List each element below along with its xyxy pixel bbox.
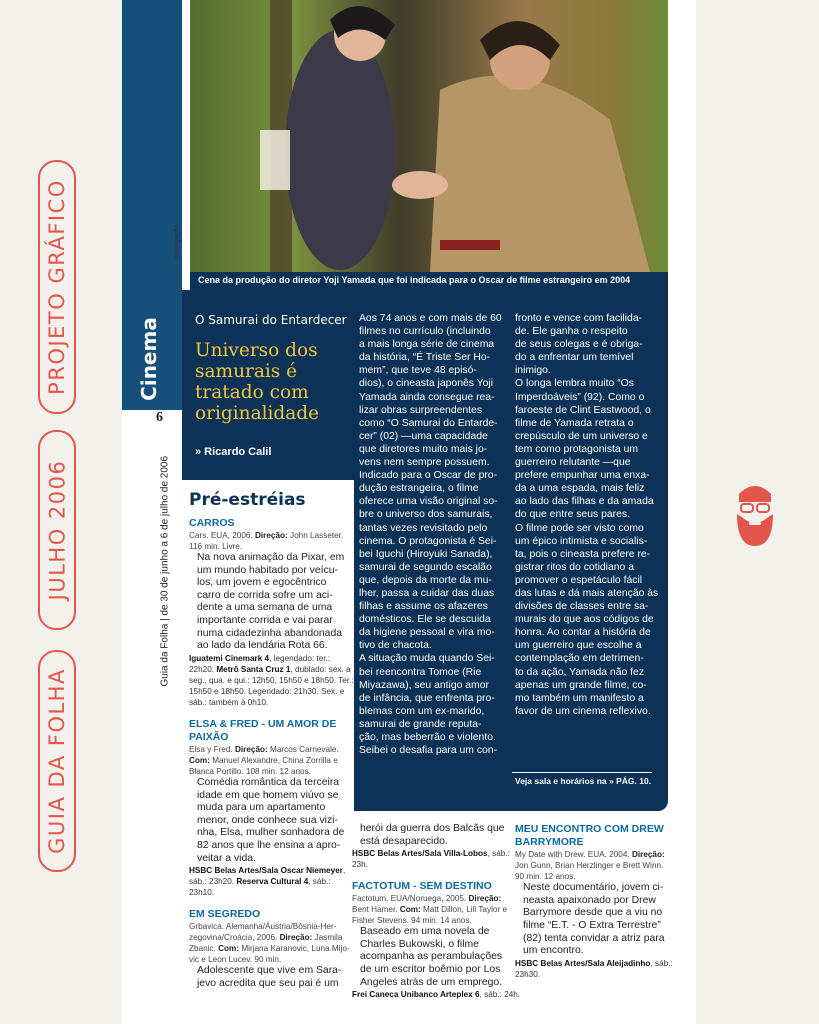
text-line: bei reencontra Tomoe (Rie	[359, 666, 482, 678]
preestreias-title: Pré-estréias	[189, 490, 306, 510]
text-line: dente a uma semana de uma	[197, 602, 333, 614]
text-line: Factotum. EUA/Noruega, 2005. Direção:	[352, 894, 502, 904]
text-line: tem como protagonista um	[515, 443, 639, 455]
text-line: contemplação em detrimen-	[515, 653, 644, 665]
bearded-man-logo-icon	[733, 480, 777, 548]
text-line: bre o universo dos samurais,	[359, 509, 493, 521]
text-line: HSBC Belas Artes/Sala Oscar Niemeyer,	[189, 866, 346, 876]
text-line: HSBC Belas Artes/Sala Aleijadinho, sáb.:	[515, 958, 673, 968]
listing-body	[352, 823, 520, 848]
text-line: de um escritor boêmio por Los	[360, 964, 501, 976]
listing-title: FACTOTUM - SEM DESTINO	[352, 880, 492, 893]
text-line: 82 anos que lhe ensina a apro-	[197, 840, 341, 851]
text-line: zegovina/Croácia, 2006. Direção: Jasmila	[189, 933, 343, 943]
text-line: herói da guerra dos Balcãs que	[360, 823, 505, 834]
page-reference: Veja sala e horários na » PÁG. 10.	[515, 776, 652, 786]
text-line: lher, passa a cuidar das duas	[359, 587, 495, 599]
text-line: idade em que homem viúvo se	[197, 789, 339, 801]
text-line: Miyazawa), seu antigo amor	[359, 679, 489, 691]
photo-caption: Cena da produção do diretor Yoji Yamada que foi indicada para o Oscar de filme estrangeiro em 2004	[190, 272, 668, 290]
text-line: a mais longa série de cinema	[359, 339, 495, 351]
text-line: Na nova animação da Pixar, em	[197, 552, 345, 564]
text-line: um épico intimista e socialis-	[515, 535, 648, 547]
text-line: Jon Gunn, Brian Herzlinger e Brett Winn.	[515, 861, 664, 871]
text-line: domésticos. Ele se descuida	[359, 614, 491, 626]
text-line: numa cidadezinha abandonada	[197, 627, 343, 639]
listing-title: EM SEGREDO	[189, 908, 261, 921]
text-line: A situação muda quando Sei-	[359, 653, 495, 665]
listing-meta	[189, 530, 349, 552]
text-line: los, um jovem e egocêntrico	[197, 577, 327, 589]
photo-credit: Divulgação	[173, 224, 181, 259]
text-line: ao lado da lendária Rota 66.	[197, 640, 328, 652]
article-byline: » Ricardo Calil	[195, 446, 272, 458]
text-line: sáb.: também à 0h10.	[189, 697, 269, 707]
text-line: Imperdoáveis” (92). Como o	[515, 391, 645, 403]
text-line: Seibei o desafia para um con-	[359, 745, 498, 757]
text-line: guerreiro relutante —que	[515, 457, 631, 469]
text-line: está desaparecido.	[360, 835, 448, 847]
text-line: (82) tenta convidar a atriz para	[523, 932, 665, 944]
text-line: gistrar ritos do cotidiano a	[515, 561, 634, 573]
text-line: nha, Elsa, mulher sonhadora de	[197, 827, 345, 839]
text-line: do a enfrentar um temível	[515, 352, 634, 364]
text-line: de. Ele ganha o respeito	[515, 326, 628, 338]
text-line: dução estrangeira, o filme	[359, 483, 479, 495]
listing-venue	[189, 653, 354, 708]
text-line: favor de um cinema reflexivo.	[515, 705, 651, 717]
text-line: fronto e vence com facilida-	[515, 313, 643, 324]
listing-column-left	[189, 517, 354, 990]
text-line: samurai de grande reputa-	[359, 718, 482, 730]
text-line: da a uma espada, mais feliz	[515, 483, 645, 495]
text-line: um guerreiro que escolhe a	[515, 640, 642, 652]
article-column-2	[515, 312, 658, 718]
article-kicker: O Samurai do Entardecer	[195, 313, 347, 327]
text-line: vens nem sempre possuem.	[359, 457, 490, 469]
text-line: murais do que aos códigos de	[515, 614, 654, 626]
text-line: mo também um manifesto a	[515, 692, 644, 704]
text-line: tantas vezes revisitado pelo	[359, 522, 488, 534]
listing-column-right	[515, 823, 673, 980]
text-line: Baseado em uma novela de	[360, 926, 490, 938]
text-line: 23h30.	[515, 969, 541, 979]
listing-venue	[189, 865, 349, 898]
label-julho-2006: JULHO 2006	[38, 430, 76, 630]
text-line: 90 min. 12 anos.	[515, 872, 576, 882]
text-line: filme de Yamada retrata o	[515, 417, 634, 429]
text-line: 116 min. Livre.	[189, 542, 243, 552]
article-column-1	[359, 312, 502, 757]
listing-meta	[515, 849, 673, 882]
text-line: apenas um grande filme, co-	[515, 679, 647, 691]
text-line: bei Iguchi (Hiroyuki Sanada),	[359, 548, 493, 560]
listing-body	[189, 965, 349, 990]
text-line: Fisher Stevens. 94 min. 14 anos.	[352, 916, 472, 926]
text-line: Adolescente que vive em Sara-	[197, 965, 342, 977]
text-line: das lutas e dá mais atenção às	[515, 587, 659, 599]
text-line: um mundo habitado por veícu-	[197, 564, 338, 576]
issue-sidebar: Guia da Folha | de 30 de junho a 6 de julho de 2006	[159, 455, 171, 687]
text-line: ção, mas beberrão e violento.	[359, 732, 496, 743]
text-line: Cars. EUA, 2006. Direção: John Lasseter.	[189, 531, 344, 541]
text-line: de infância, que enfrenta pro-	[359, 692, 495, 704]
text-line: que diretores muito mais jo-	[359, 443, 488, 455]
text-line: dios), o cineasta japonês Yoji	[359, 378, 494, 390]
text-line: oferece uma visão original so-	[359, 496, 498, 508]
text-line: neasta apaixonado por Drew	[523, 894, 656, 906]
text-line: ao lado das filhas e da amada	[515, 496, 654, 508]
text-line: Aos 74 anos e com mais de 60	[359, 313, 502, 324]
film-photo	[190, 0, 668, 272]
text-line: cinema. O protagonista é Sei-	[359, 535, 497, 547]
text-line: filmes no currículo (incluindo	[359, 326, 491, 338]
text-line: Frei Caneca Unibanco Arteplex 6, sáb.: 24h.	[352, 990, 521, 1000]
text-line: importante corrida e vai parar	[197, 615, 333, 627]
listing-meta	[189, 744, 349, 777]
article-headline: Universo dos samurais é tratado com originalidade	[195, 340, 320, 424]
text-line: de seus colegas e é obriga-	[515, 339, 643, 351]
text-line: PAIXÃO	[189, 730, 229, 743]
text-line: veitar a vida.	[197, 852, 256, 864]
text-line: Charles Bukowski, o filme	[360, 938, 479, 950]
text-line: 23h10.	[189, 888, 215, 898]
text-line: 23h.	[352, 860, 368, 870]
text-line: MEU ENCONTRO COM DREW	[515, 823, 664, 835]
text-line: My Date with Drew. EUA, 2004. Direção:	[515, 850, 665, 860]
listing-venue	[352, 989, 520, 1000]
listing-body	[189, 552, 349, 653]
text-line: da higiene pessoal e vira mo-	[359, 627, 495, 639]
text-line: ELSA & FRED - UM AMOR DE	[189, 717, 337, 730]
text-line: do que entre seus pares.	[515, 509, 630, 521]
section-label: Cinema	[136, 317, 161, 401]
listing-title	[189, 718, 349, 744]
text-line: filhas e assume os afazeres	[359, 601, 488, 613]
text-line: que, depois da morte da mu-	[359, 574, 492, 586]
listing-title: CARROS	[189, 517, 235, 529]
text-line: filme “E.T. - O Extra Terrestre”	[523, 919, 661, 931]
text-line: Angeles atrás de um emprego.	[360, 976, 503, 988]
text-line: BARRYMORE	[515, 836, 584, 849]
listing-meta	[352, 893, 520, 926]
text-line: cer” (02) —uma capacidade	[359, 430, 488, 442]
text-line: Neste documentário, jovem ci-	[523, 882, 664, 894]
text-line: to da ação, Yamada não fez	[515, 666, 645, 678]
text-line: Iguatemi Cinemark 4, legendado: ter.:	[189, 653, 331, 663]
text-line: crepúsculo de um universo e	[515, 430, 648, 442]
text-line: Grbavica. Alemanha/Áustria/Bósnia-Her-	[189, 922, 337, 932]
label-projeto-grafico: PROJETO GRÁFICO	[38, 160, 76, 414]
text-line: Indicado para o Oscar de pro-	[359, 470, 498, 482]
text-line: O longa lembra muito “Os	[515, 378, 634, 390]
text-line: promover o espetáculo fácil	[515, 574, 643, 586]
listing-venue	[515, 958, 673, 980]
listing-body	[352, 926, 520, 989]
text-line: Yamada ainda consegue rea-	[359, 391, 495, 403]
page-number: 6	[156, 410, 163, 425]
ref-divider	[512, 772, 652, 773]
text-line: divisões de classes entre sa-	[515, 601, 649, 613]
text-line: acompanha as perambulações	[360, 951, 503, 963]
text-line: da história, “É Triste Ser Ho-	[359, 352, 491, 364]
text-line: menor, onde conhece sua vizi-	[197, 814, 338, 826]
text-line: sáb.: 23h20. Reserva Cultural 4, sáb.:	[189, 877, 331, 887]
text-line: mem”, que teve 48 episó-	[359, 365, 477, 377]
text-line: Blanca Portillo. 108 min. 12 anos.	[189, 767, 311, 777]
text-line: Bent Hamer. Com: Matt Dillon, Lili Taylor e	[352, 905, 508, 915]
listing-body	[189, 777, 349, 865]
text-line: HSBC Belas Artes/Sala Villa-Lobos, sáb.:	[352, 849, 510, 859]
text-line: prefere empunhar uma enxa-	[515, 470, 650, 482]
text-line: O filme pode ser visto como	[515, 522, 644, 534]
text-line: faroeste de Clint Eastwood, o	[515, 404, 651, 416]
photo-illustration	[190, 0, 668, 272]
text-line: Barrymore desde que a viu no	[523, 907, 663, 919]
text-line: muda para um apartamento	[197, 802, 326, 814]
text-line: Elsa y Fred. Direção: Marcos Carnevale.	[189, 745, 339, 755]
listing-body	[515, 882, 673, 958]
text-line: Comédia romântica da terceira	[197, 777, 340, 789]
text-line: como “O Samurai do Entarde-	[359, 417, 498, 429]
text-line: vic e Leon Lucev. 90 min.	[189, 955, 282, 965]
listing-meta	[189, 921, 349, 965]
listing-title	[515, 823, 673, 849]
listing-venue	[352, 848, 520, 870]
text-line: seg., qua. e qui.: 12h50, 15h50 e 18h50. Ter.:	[189, 675, 354, 685]
text-line: blemas com um ex-marido,	[359, 705, 485, 717]
text-line: samurai de segundo escalão	[359, 561, 492, 573]
text-line: lizar obras surpreendentes	[359, 404, 483, 416]
text-line: tivo de chacota.	[359, 640, 432, 652]
text-line: jevo acredita que seu pai é um	[197, 977, 339, 989]
text-line: carro de corrida sofre um aci-	[197, 589, 333, 601]
listing-column-middle	[352, 823, 520, 1000]
text-line: inimigo.	[515, 365, 551, 377]
label-guia-da-folha: GUIA DA FOLHA	[38, 650, 76, 872]
text-line: 22h20. Metrô Santa Cruz 1, dublado: sex. a	[189, 664, 351, 674]
text-line: ta, pois o cineasta prefere re-	[515, 548, 651, 560]
text-line: Zbanic. Com: Mirjana Karanovic, Luna Mijo-	[189, 944, 350, 954]
text-line: 15h50 e 18h50. Legendado: 21h30. Sex. e	[189, 686, 345, 696]
text-line: Com: Manuel Alexandre, China Zorrilla e	[189, 756, 338, 766]
text-line: honra. Ao contar a história de	[515, 627, 651, 639]
text-line: um encontro.	[523, 945, 584, 957]
